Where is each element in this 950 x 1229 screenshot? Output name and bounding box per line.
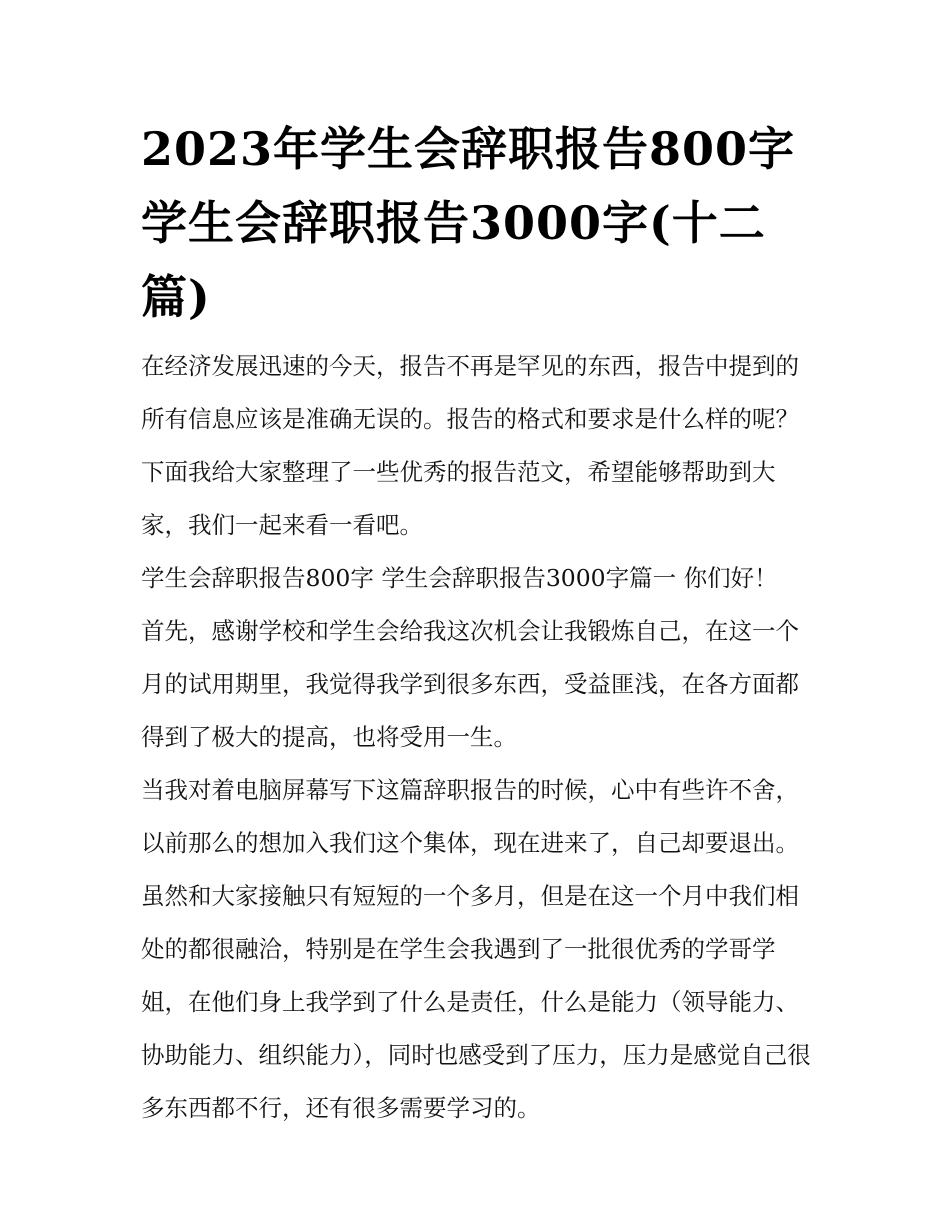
- document-page: [141, 112, 813, 1135]
- paragraph-greeting: 学生会辞职报告800字 学生会辞职报告3000字篇一 你们好！: [141, 564, 778, 592]
- paragraph-reflection: 当我对着电脑屏幕写下这篇辞职报告的时候，心中有些许不舍，以前那么的想加入我们这个集体，现在进来了，自己却要退出。虽然和大家接触只有短短的一个多月，但是在这一个月中我们相处的都很融洽，特别是在学生会我遇到了一批很优秀的学哥学姐，在他们身上我学到了什么是责任，什么是能力（领导能力、协助能力、组织能力），同时也感受到了压力，压力是感觉自己很多东西都不行，还有很多需要学习的。: [141, 776, 811, 1122]
- document-body: [141, 340, 813, 1135]
- document-title: 2023年学生会辞职报告800字 学生会辞职报告3000字(十二篇): [141, 122, 796, 324]
- paragraph-thanks: 首先，感谢学校和学生会给我这次机会让我锻炼自己，在这一个月的试用期里，我觉得我学到很多东西，受益匪浅，在各方面都得到了极大的提高，也将受用一生。: [141, 617, 799, 751]
- paragraph-intro: 在经济发展迅速的今天，报告不再是罕见的东西，报告中提到的所有信息应该是准确无误的。报告的格式和要求是什么样的呢？下面我给大家整理了一些优秀的报告范文，希望能够帮助到大家，我们一起来看一看吧。: [141, 352, 799, 539]
